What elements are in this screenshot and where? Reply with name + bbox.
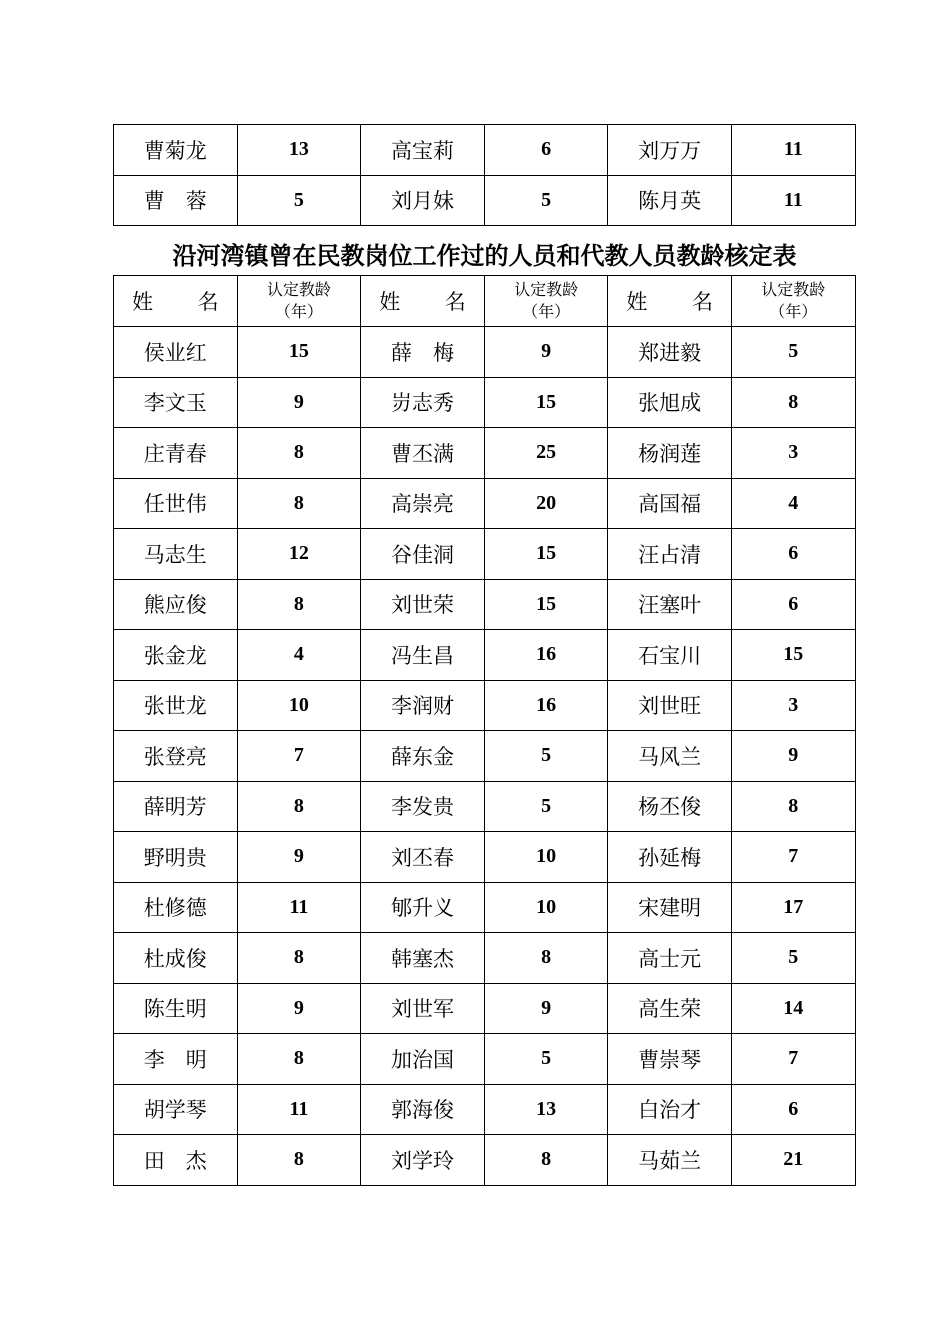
person-name-cell: 庄青春 [114,428,238,479]
person-name-cell: 宋建明 [608,882,732,933]
teaching-years-cell: 13 [484,1084,608,1135]
teaching-years-cell: 15 [484,529,608,580]
table-row [114,983,856,1034]
person-name-cell: 刘万万 [608,125,732,176]
person-name-cell: 张金龙 [114,630,238,681]
teaching-years-cell: 11 [731,125,855,176]
table-row [114,630,856,681]
teaching-years-cell: 6 [731,529,855,580]
teaching-years-cell: 5 [731,327,855,378]
person-name-cell: 郑进毅 [608,327,732,378]
teaching-years-cell: 20 [484,478,608,529]
teaching-years-table [113,275,856,1186]
teaching-years-cell: 7 [731,832,855,883]
person-name-cell: 张登亮 [114,731,238,782]
teaching-years-cell: 10 [484,832,608,883]
person-name-cell: 曹崇琴 [608,1034,732,1085]
person-name-cell: 刘世荣 [361,579,485,630]
person-name-cell: 高宝莉 [361,125,485,176]
teaching-years-cell: 25 [484,428,608,479]
table-row [114,377,856,428]
teaching-years-cell: 9 [484,327,608,378]
person-name-cell: 张旭成 [608,377,732,428]
teaching-years-cell: 8 [237,579,361,630]
person-name-cell: 刘丕春 [361,832,485,883]
header-years-cell: 认定教龄 （年） [484,276,608,327]
teaching-years-cell: 15 [484,579,608,630]
teaching-years-cell: 3 [731,428,855,479]
teaching-years-cell: 11 [237,1084,361,1135]
table-row [114,731,856,782]
teaching-years-cell: 5 [731,933,855,984]
person-name-cell: 张世龙 [114,680,238,731]
person-name-cell: 汪塞叶 [608,579,732,630]
teaching-years-cell: 15 [484,377,608,428]
person-name-cell: 李发贵 [361,781,485,832]
person-name-cell: 陈生明 [114,983,238,1034]
person-name-cell: 谷佳洞 [361,529,485,580]
teaching-years-cell: 8 [237,933,361,984]
teaching-years-cell: 5 [484,1034,608,1085]
teaching-years-cell: 17 [731,882,855,933]
person-name-cell: 马风兰 [608,731,732,782]
table-row [114,680,856,731]
person-name-cell: 杜成俊 [114,933,238,984]
person-name-cell: 杨丕俊 [608,781,732,832]
table-row [114,529,856,580]
table-row [114,1084,856,1135]
teaching-years-cell: 8 [237,781,361,832]
table-row [114,327,856,378]
teaching-years-cell: 5 [237,175,361,226]
person-name-cell: 冯生昌 [361,630,485,681]
teaching-years-cell: 9 [237,377,361,428]
teaching-years-cell: 5 [484,175,608,226]
person-name-cell: 高崇亮 [361,478,485,529]
person-name-cell: 李文玉 [114,377,238,428]
person-name-cell: 马志生 [114,529,238,580]
table-row [114,125,856,176]
person-name-cell: 陈月英 [608,175,732,226]
table-row [114,1034,856,1085]
table-header-row [114,276,856,327]
header-name-cell: 姓 名 [608,276,732,327]
teaching-years-cell: 16 [484,630,608,681]
table-row [114,428,856,479]
person-name-cell: 刘世旺 [608,680,732,731]
person-name-cell: 郭海俊 [361,1084,485,1135]
person-name-cell: 薛 梅 [361,327,485,378]
teaching-years-cell: 21 [731,1135,855,1186]
teaching-years-cell: 13 [237,125,361,176]
person-name-cell: 汪占清 [608,529,732,580]
teaching-years-cell: 15 [731,630,855,681]
teaching-years-cell: 4 [731,478,855,529]
teaching-years-cell: 8 [731,377,855,428]
table-row [114,781,856,832]
person-name-cell: 岃志秀 [361,377,485,428]
table-row [114,933,856,984]
header-years-cell: 认定教龄 （年） [731,276,855,327]
person-name-cell: 侯业红 [114,327,238,378]
continued-table [113,124,856,226]
person-name-cell: 野明贵 [114,832,238,883]
header-name-cell: 姓 名 [114,276,238,327]
person-name-cell: 薛东金 [361,731,485,782]
teaching-years-cell: 8 [237,428,361,479]
teaching-years-cell: 8 [237,478,361,529]
teaching-years-cell: 8 [237,1135,361,1186]
teaching-years-cell: 8 [484,1135,608,1186]
person-name-cell: 刘月妹 [361,175,485,226]
person-name-cell: 高生荣 [608,983,732,1034]
person-name-cell: 田 杰 [114,1135,238,1186]
person-name-cell: 李润财 [361,680,485,731]
person-name-cell: 马茹兰 [608,1135,732,1186]
person-name-cell: 刘学玲 [361,1135,485,1186]
person-name-cell: 胡学琴 [114,1084,238,1135]
person-name-cell: 白治才 [608,1084,732,1135]
person-name-cell: 杨润莲 [608,428,732,479]
teaching-years-cell: 7 [731,1034,855,1085]
person-name-cell: 郇升义 [361,882,485,933]
table-row [114,579,856,630]
person-name-cell: 任世伟 [114,478,238,529]
teaching-years-cell: 8 [484,933,608,984]
person-name-cell: 曹 蓉 [114,175,238,226]
person-name-cell: 高士元 [608,933,732,984]
teaching-years-table-body [114,276,856,1186]
teaching-years-cell: 6 [731,1084,855,1135]
teaching-years-cell: 7 [237,731,361,782]
person-name-cell: 石宝川 [608,630,732,681]
teaching-years-cell: 10 [237,680,361,731]
table-row [114,882,856,933]
person-name-cell: 刘世军 [361,983,485,1034]
teaching-years-cell: 9 [484,983,608,1034]
teaching-years-cell: 6 [484,125,608,176]
teaching-years-cell: 11 [237,882,361,933]
teaching-years-cell: 16 [484,680,608,731]
person-name-cell: 曹菊龙 [114,125,238,176]
teaching-years-cell: 5 [484,781,608,832]
person-name-cell: 曹丕满 [361,428,485,479]
person-name-cell: 杜修德 [114,882,238,933]
person-name-cell: 韩塞杰 [361,933,485,984]
teaching-years-cell: 12 [237,529,361,580]
teaching-years-cell: 8 [237,1034,361,1085]
page-title: 沿河湾镇曾在民教岗位工作过的人员和代教人员教龄核定表 [172,241,797,270]
table-row [114,478,856,529]
teaching-years-cell: 10 [484,882,608,933]
person-name-cell: 熊应俊 [114,579,238,630]
teaching-years-cell: 14 [731,983,855,1034]
teaching-years-cell: 11 [731,175,855,226]
table-row [114,832,856,883]
teaching-years-cell: 6 [731,579,855,630]
table-row [114,175,856,226]
teaching-years-cell: 9 [237,832,361,883]
person-name-cell: 加治国 [361,1034,485,1085]
teaching-years-cell: 9 [731,731,855,782]
teaching-years-cell: 5 [484,731,608,782]
teaching-years-cell: 3 [731,680,855,731]
person-name-cell: 高国福 [608,478,732,529]
person-name-cell: 孙延梅 [608,832,732,883]
person-name-cell: 李 明 [114,1034,238,1085]
continued-table-body [114,125,856,226]
table-row [114,1135,856,1186]
teaching-years-cell: 4 [237,630,361,681]
header-years-cell: 认定教龄 （年） [237,276,361,327]
teaching-years-cell: 15 [237,327,361,378]
header-name-cell: 姓 名 [361,276,485,327]
teaching-years-cell: 9 [237,983,361,1034]
person-name-cell: 薛明芳 [114,781,238,832]
teaching-years-cell: 8 [731,781,855,832]
